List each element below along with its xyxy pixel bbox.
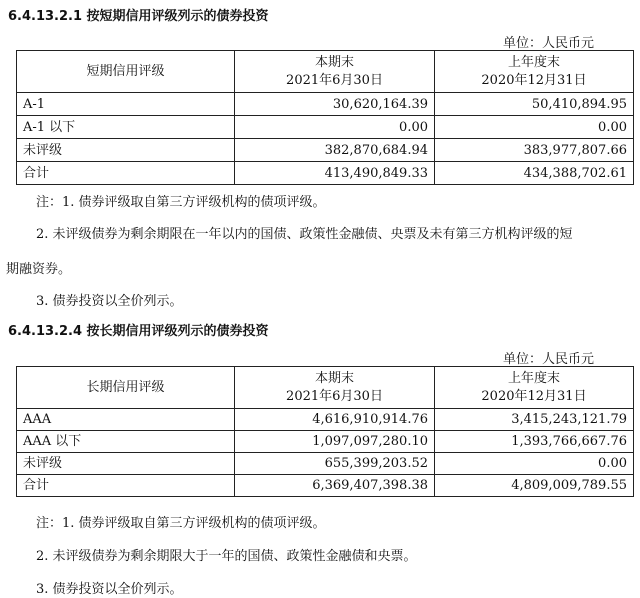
prior-period-header (435, 367, 634, 409)
long-term-rating-table (16, 366, 634, 497)
long-term-note-3: 3. 债券投资以全价列示。 (36, 582, 183, 597)
prior-value: 0.00 (435, 453, 634, 475)
row-label: 未评级 (17, 453, 235, 475)
prior-period-label: 上年度末 (507, 54, 560, 70)
category-header: 短期信用评级 (17, 51, 235, 93)
short-term-note-2: 2. 未评级债券为剩余期限在一年以内的国债、政策性金融债、央票及未有第三方机构评级的短 (36, 227, 573, 242)
short-term-heading: 6.4.13.2.1 按短期信用评级列示的债券投资 (8, 9, 269, 24)
current-value: 4,616,910,914.76 (235, 409, 435, 431)
table-total-row (17, 475, 634, 497)
current-period-label: 本期末 (314, 370, 354, 386)
long-term-unit: 单位：人民币元 (502, 352, 594, 367)
current-value: 6,369,407,398.38 (235, 475, 435, 497)
current-value: 1,097,097,280.10 (235, 431, 435, 453)
table-row (17, 139, 634, 162)
row-label: AAA 以下 (17, 431, 235, 453)
prior-value: 1,393,766,667.76 (435, 431, 634, 453)
prior-value: 0.00 (435, 116, 634, 139)
prior-value: 50,410,894.95 (435, 93, 634, 116)
short-term-note-2-cont: 期融资券。 (6, 262, 72, 277)
long-term-heading: 6.4.13.2.4 按长期信用评级列示的债券投资 (8, 324, 269, 339)
table-total-row (17, 162, 634, 185)
current-period-label: 本期末 (314, 54, 354, 70)
short-term-note-3: 3. 债券投资以全价列示。 (36, 294, 183, 309)
row-label: 合计 (17, 475, 235, 497)
current-value: 413,490,849.33 (235, 162, 435, 185)
short-term-unit: 单位：人民币元 (502, 36, 594, 51)
current-period-header (235, 367, 435, 409)
row-label: AAA (17, 409, 235, 431)
prior-period-date: 2020年12月31日 (481, 72, 587, 88)
long-term-note-1: 注：1. 债券评级取自第三方评级机构的债项评级。 (36, 516, 326, 531)
category-header: 长期信用评级 (17, 367, 235, 409)
prior-period-label: 上年度末 (507, 370, 560, 386)
current-period-date: 2021年6月30日 (286, 388, 383, 404)
table-header-row (17, 51, 634, 93)
current-period-date: 2021年6月30日 (286, 72, 383, 88)
current-value: 0.00 (235, 116, 435, 139)
row-label: A-1 (17, 93, 235, 116)
short-term-rating-table (16, 50, 634, 185)
prior-value: 3,415,243,121.79 (435, 409, 634, 431)
row-label: 合计 (17, 162, 235, 185)
short-term-note-1: 注：1. 债券评级取自第三方评级机构的债项评级。 (36, 195, 326, 210)
prior-value: 434,388,702.61 (435, 162, 634, 185)
table-header-row (17, 367, 634, 409)
table-row (17, 409, 634, 431)
table-row (17, 116, 634, 139)
table-row (17, 431, 634, 453)
table-row (17, 453, 634, 475)
current-period-header (235, 51, 435, 93)
current-value: 655,399,203.52 (235, 453, 435, 475)
current-value: 382,870,684.94 (235, 139, 435, 162)
current-value: 30,620,164.39 (235, 93, 435, 116)
row-label: 未评级 (17, 139, 235, 162)
prior-period-date: 2020年12月31日 (481, 388, 587, 404)
prior-value: 4,809,009,789.55 (435, 475, 634, 497)
long-term-note-2: 2. 未评级债券为剩余期限大于一年的国债、政策性金融债和央票。 (36, 549, 417, 564)
prior-value: 383,977,807.66 (435, 139, 634, 162)
prior-period-header (435, 51, 634, 93)
table-row (17, 93, 634, 116)
row-label: A-1 以下 (17, 116, 235, 139)
